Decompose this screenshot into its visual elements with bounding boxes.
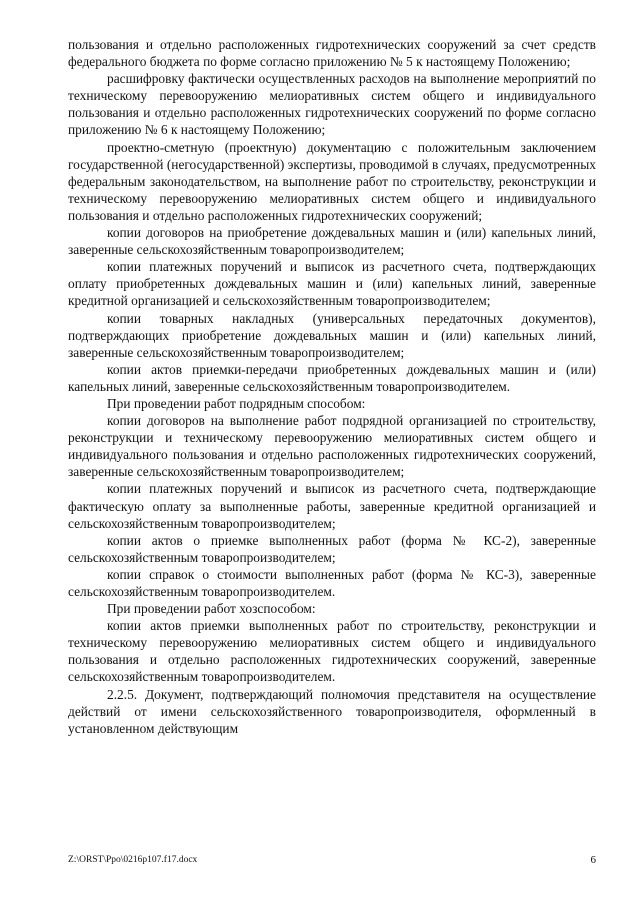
file-path: Z:\ORST\Ppo\0216p107.f17.docx bbox=[68, 855, 198, 865]
paragraph: проектно-сметную (проектную) документацию с положительным заключением государственной (негосударственной) экспертизы, проводимой в случаях, предусмотренных федеральным законодательством, на выполнение работ по строительству, реконструкции и техническому перевооружению мелиоративных систем общего и индивидуального пользования и отдельно расположенных гидротехнических сооружений; bbox=[68, 139, 596, 223]
paragraph: При проведении работ подрядным способом: bbox=[107, 395, 366, 411]
paragraph: копии договоров на выполнение работ подрядной организацией по строительству, реконструкции и техническому перевооружению мелиоративных систем общего и индивидуального пользования и отдельно расположенных гидротехнических сооружений, заверенные сельскохозяйственным товаропроизводителем; bbox=[68, 413, 596, 480]
paragraph: копии товарных накладных (универсальных передаточных документов), подтверждающих приобретение дождевальных машин и (или) капельных линий, заверенные сельскохозяйственным товаропроизводителем; bbox=[68, 310, 596, 360]
paragraph: копии договоров на приобретение дождевальных машин и (или) капельных линий, заверенные сельскохозяйственным товаропроизводителем; bbox=[68, 225, 596, 258]
paragraph: копии справок о стоимости выполненных работ (форма № КС-3), заверенные сельскохозяйственным товаропроизводителем. bbox=[68, 566, 596, 599]
paragraph: копии платежных поручений и выписок из расчетного счета, подтверждающие фактическую оплату за выполненные работы, заверенные кредитной организацией и сельскохозяйственным товаропроизводителем; bbox=[68, 481, 596, 531]
paragraph: копии платежных поручений и выписок из расчетного счета, подтверждающих оплату приобретенных дождевальных машин и (или) капельных линий, заверенные кредитной организацией и сельскохозяйственным товаропроизводителем; bbox=[68, 259, 596, 309]
paragraph: При проведении работ хозспособом: bbox=[107, 601, 316, 617]
paragraph: копии актов приемки выполненных работ по строительству, реконструкции и техническому перевооружению мелиоративных систем общего и индивидуального пользования и отдельно расположенных гидротехнических сооружений, заверенные сельскохозяйственным товаропроизводителем. bbox=[68, 618, 596, 685]
paragraph: копии актов о приемке выполненных работ (форма № КС-2), заверенные сельскохозяйственным товаропроизводителем; bbox=[68, 532, 596, 565]
paragraph: копии актов приемки-передачи приобретенных дождевальных машин и (или) капельных линий, заверенные сельскохозяйственным товаропроизводителем. bbox=[68, 361, 596, 394]
paragraph: расшифровку фактически осуществленных расходов на выполнение мероприятий по техническому перевооружению мелиоративных систем общего и индивидуального пользования и отдельно расположенных гидротехнических сооружений по форме согласно приложению № 6 к настоящему Положению; bbox=[68, 71, 596, 138]
paragraph: 2.2.5. Документ, подтверждающий полномочия представителя на осуществление действий от имени сельскохозяйственного товаропроизводителя, оформленный в установленном действующим bbox=[68, 686, 596, 736]
page-number: 6 bbox=[590, 854, 596, 866]
paragraph: пользования и отдельно расположенных гидротехнических сооружений за счет средств федерального бюджета по форме согласно приложению № 5 к настоящему Положению; bbox=[68, 37, 596, 70]
body-text bbox=[68, 36, 596, 737]
